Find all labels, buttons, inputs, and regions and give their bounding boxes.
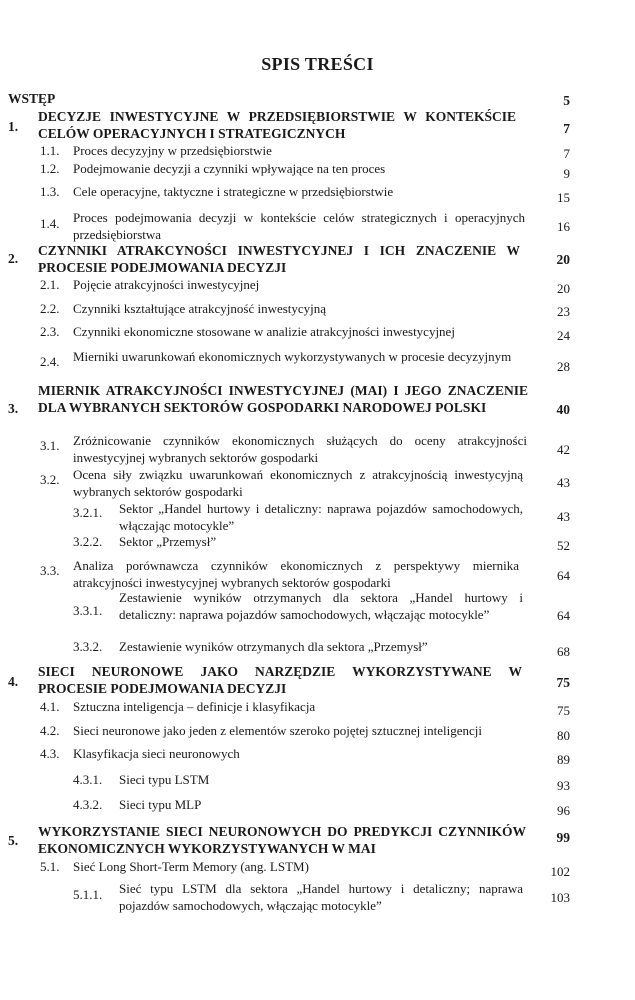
entry-page: 40 — [556, 402, 570, 417]
entry-title: Sektor „Handel hurtowy i detaliczny: naprawa pojazdów samochodowych, włączając motocykle” — [119, 501, 523, 533]
entry-title: SIECI NEURONOWE JAKO NARZĘDZIE WYKORZYSTYWANE W PROCESIE PODEJMOWANIA DECYZJI — [38, 664, 522, 696]
entry-number: 2.3. — [40, 324, 60, 339]
entry-number: 4.2. — [40, 723, 60, 738]
entry-title: WYKORZYSTANIE SIECI NEURONOWYCH DO PREDYKCJI CZYNNIKÓW EKONOMICZNYCH WYKORZYSTYWANYCH W MAI — [38, 824, 526, 856]
entry-number: 1.3. — [40, 184, 60, 199]
page-title: SPIS TREŚCI — [261, 54, 374, 74]
entry-number: 2.4. — [40, 354, 60, 369]
entry-page: 99 — [556, 830, 570, 845]
entry-number: 3.1. — [40, 438, 60, 453]
entry-page: 15 — [557, 190, 570, 205]
entry-title: Sieci typu MLP — [119, 797, 202, 812]
entry-page: 80 — [557, 728, 570, 743]
entry-title: Zestawienie wyników otrzymanych dla sektora „Przemysł” — [119, 639, 428, 654]
entry-page: 64 — [557, 568, 570, 583]
entry-page: 28 — [557, 359, 570, 374]
entry-title: Sieć typu LSTM dla sektora „Handel hurtowy i detaliczny; naprawa pojazdów samochodowych, włączając motocykle” — [119, 881, 523, 913]
entry-page: 89 — [557, 752, 570, 767]
entry-page: 75 — [556, 675, 570, 690]
entry-number: 5.1.1. — [73, 887, 103, 902]
entry-number: 3.2.1. — [73, 505, 103, 520]
entry-number: 3.3.2. — [73, 639, 103, 654]
entry-title: Zestawienie wyników otrzymanych dla sektora „Handel hurtowy i detaliczny: naprawa pojazdów samochodowych, włączając motocykle” — [119, 590, 523, 622]
entry-title: Sektor „Przemysł” — [119, 534, 217, 549]
entry-number: 4.3. — [40, 746, 60, 761]
entry-number: 3. — [8, 401, 19, 416]
entry-number: 4.3.2. — [73, 797, 103, 812]
entry-page: 20 — [557, 281, 570, 296]
entry-title: Sztuczna inteligencja – definicje i klasyfikacja — [73, 699, 316, 714]
entry-title: Proces podejmowania decyzji w kontekście celów strategicznych i operacyjnych przedsiębiorstwa — [73, 210, 525, 242]
entry-number: 5.1. — [40, 859, 60, 874]
entry-page: 64 — [557, 608, 570, 623]
entry-title: Ocena siły związku uwarunkowań ekonomicznych z atrakcyjnością inwestycyjną wybranych sektorów gospodarki — [73, 467, 523, 499]
entry-number: 3.2.2. — [73, 534, 103, 549]
entry-number: 4.1. — [40, 699, 60, 714]
entry-page: 93 — [557, 778, 570, 793]
entry-page: 23 — [557, 304, 570, 319]
entry-page: 5 — [563, 93, 570, 108]
entry-title: MIERNIK ATRAKCYJNOŚCI INWESTYCYJNEJ (MAI) I JEGO ZNACZENIE DLA WYBRANYCH SEKTORÓW GOSPODARKI NARODOWEJ POLSKI — [38, 383, 528, 415]
entry-title: Analiza porównawcza czynników ekonomicznych z perspektywy miernika atrakcyjności inwestycyjnej wybranych sektorów gospodarki — [73, 558, 519, 590]
entry-number: 1.4. — [40, 216, 60, 231]
entry-page: 20 — [556, 252, 570, 267]
entry-title: Sieci typu LSTM — [119, 772, 210, 787]
entry-number: 2. — [8, 251, 19, 266]
entry-title: Cele operacyjne, taktyczne i strategiczne w przedsiębiorstwie — [73, 184, 394, 199]
entry-number: 2.2. — [40, 301, 60, 316]
entry-page: 7 — [563, 146, 570, 161]
entry-number: 5. — [8, 833, 19, 848]
entry-title: Proces decyzyjny w przedsiębiorstwie — [73, 143, 272, 158]
entry-number: 1.1. — [40, 143, 60, 158]
entry-page: 103 — [550, 890, 570, 905]
entry-title: Mierniki uwarunkowań ekonomicznych wykorzystywanych w procesie decyzyjnym — [73, 349, 512, 364]
entry-title: Czynniki ekonomiczne stosowane w analizie atrakcyjności inwestycyjnej — [73, 324, 455, 339]
entry-page: 43 — [557, 475, 570, 490]
entry-page: 75 — [557, 703, 570, 718]
entry-page: 42 — [557, 442, 570, 457]
entry-number: 2.1. — [40, 277, 60, 292]
entry-title: Sieć Long Short-Term Memory (ang. LSTM) — [73, 859, 309, 874]
entry-number: 4.3.1. — [73, 772, 103, 787]
entry-title: Pojęcie atrakcyjności inwestycyjnej — [73, 277, 260, 292]
entry-page: 24 — [557, 328, 570, 343]
entry-title: Zróżnicowanie czynników ekonomicznych służących do oceny atrakcyjności inwestycyjnej wybranych sektorów gospodarki — [73, 433, 527, 465]
entry-page: 9 — [563, 166, 570, 181]
entry-title: Czynniki kształtujące atrakcyjność inwestycyjną — [73, 301, 327, 316]
entry-page: 96 — [557, 803, 570, 818]
entry-number: 4. — [8, 674, 19, 689]
entry-page: 7 — [563, 121, 570, 136]
entry-page: 68 — [557, 644, 570, 659]
entry-title: DECYZJE INWESTYCYJNE W PRZEDSIĘBIORSTWIE W KONTEKŚCIE CELÓW OPERACYJNYCH I STRATEGICZNYCH — [38, 109, 516, 141]
entry-page: 16 — [557, 219, 570, 234]
entry-page: 102 — [550, 864, 570, 879]
entry-title: CZYNNIKI ATRAKCYNOŚCI INWESTYCYJNEJ I ICH ZNACZENIE W PROCESIE PODEJMOWANIA DECYZJI — [38, 243, 520, 275]
entry-number: 1. — [8, 119, 19, 134]
entry-number: 1.2. — [40, 161, 60, 176]
entry-title: Klasyfikacja sieci neuronowych — [73, 746, 240, 761]
entry-title: Podejmowanie decyzji a czynniki wpływające na ten proces — [73, 161, 386, 176]
entry-title: Sieci neuronowe jako jeden z elementów szeroko pojętej sztucznej inteligencji — [73, 723, 482, 738]
entry-number: 3.3. — [40, 563, 60, 578]
entry-number: 3.3.1. — [73, 603, 103, 618]
entry-page: 43 — [557, 509, 570, 524]
entry-label: WSTĘP — [8, 91, 56, 106]
entry-number: 3.2. — [40, 472, 60, 487]
entry-page: 52 — [557, 538, 570, 553]
